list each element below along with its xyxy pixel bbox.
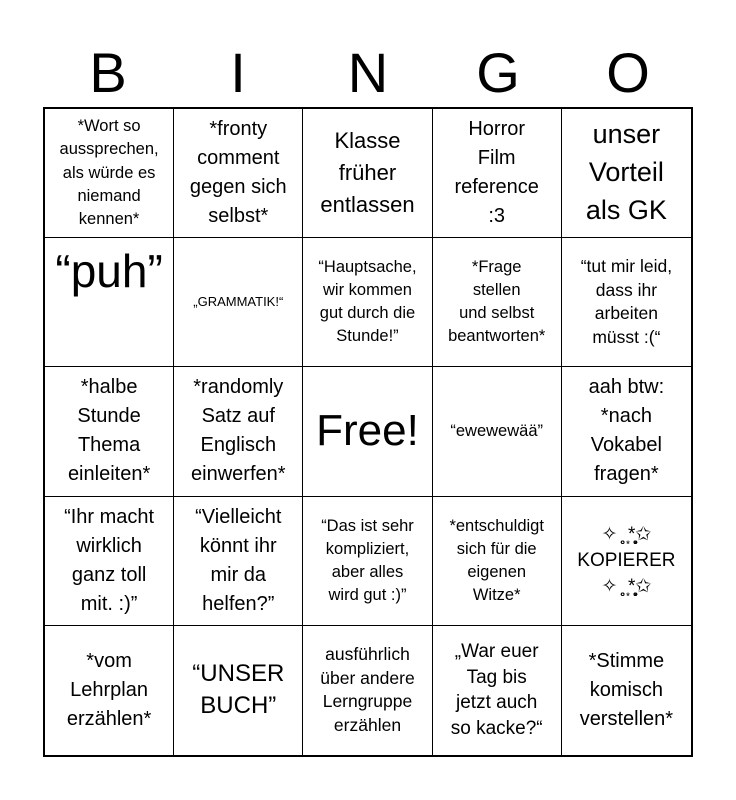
- bingo-cell[interactable]: [45, 497, 174, 626]
- bingo-cell[interactable]: [174, 367, 303, 496]
- bingo-cell[interactable]: [562, 626, 691, 755]
- cell-text: *Stimme komisch verstellen*: [579, 649, 674, 730]
- cell-text: Klasse früher entlassen: [320, 128, 415, 218]
- cell-text: “UNSER BUCH”: [192, 660, 285, 720]
- bingo-cell[interactable]: [433, 109, 562, 238]
- cell-text: *Frage stellen und selbst beantworten*: [448, 258, 546, 346]
- bingo-cell[interactable]: [562, 238, 691, 367]
- cell-text: Free!: [316, 406, 419, 456]
- cell-text: “Das ist sehr kompliziert, aber alles wird gut :)”: [321, 516, 414, 604]
- bingo-cell[interactable]: [174, 497, 303, 626]
- bingo-cell[interactable]: [45, 109, 174, 238]
- title-letter-g: G: [476, 41, 520, 104]
- cell-text: *randomly Satz auf Englisch einwerfen*: [191, 376, 286, 486]
- cell-text: ausführlich über andere Lerngruppe erzählen: [320, 644, 415, 736]
- title-letter-b: B: [89, 41, 127, 104]
- bingo-cell[interactable]: [45, 626, 174, 755]
- cell-text: aah btw: *nach Vokabel fragen*: [588, 376, 665, 486]
- bingo-cell[interactable]: [303, 238, 432, 367]
- bingo-cell[interactable]: [174, 626, 303, 755]
- title-letter-n: N: [347, 41, 389, 104]
- bingo-cell[interactable]: [562, 109, 691, 238]
- bingo-cell[interactable]: [433, 626, 562, 755]
- title-letter-i: I: [230, 41, 246, 104]
- cell-text: *halbe Stunde Thema einleiten*: [67, 376, 151, 486]
- free-space[interactable]: [303, 367, 432, 496]
- bingo-cell[interactable]: [303, 109, 432, 238]
- cell-text: *Wort so aussprechen, als würde es niemand kennen*: [59, 117, 159, 228]
- cell-text: “Ihr macht wirklich ganz toll mit. :)”: [64, 505, 155, 615]
- cell-text: *vom Lehrplan erzählen*: [66, 649, 152, 730]
- cell-text: *entschuldigt sich für die eigenen Witze*: [449, 516, 544, 604]
- bingo-cell[interactable]: [433, 497, 562, 626]
- cell-text: “tut mir leid, dass ihr arbeiten müsst :(“: [580, 256, 673, 347]
- bingo-cell[interactable]: [45, 367, 174, 496]
- bingo-cell[interactable]: [303, 626, 432, 755]
- cell-text: Horror Film reference :3: [454, 118, 539, 228]
- cell-text: “ewewewää”: [450, 421, 543, 440]
- bingo-cell[interactable]: [174, 238, 303, 367]
- cell-text: “Hauptsache, wir kommen gut durch die Stunde!”: [318, 258, 417, 346]
- cell-text: “puh”: [55, 245, 163, 298]
- cell-text: „GRAMMATIK!“: [193, 294, 284, 310]
- bingo-cell[interactable]: [562, 497, 691, 626]
- cell-text: unser Vorteil als GK: [585, 119, 667, 225]
- bingo-cell[interactable]: [303, 497, 432, 626]
- bingo-grid: [43, 107, 693, 757]
- cell-text: ✧ ̥̥̥ ͙*̥̥̥̥͙✩ KOPIERER ✧ ̥̥̥ ͙*̥̥̥̥͙✩: [577, 524, 676, 597]
- bingo-cell[interactable]: [433, 367, 562, 496]
- bingo-cell[interactable]: [433, 238, 562, 367]
- bingo-title: [43, 42, 693, 104]
- bingo-cell[interactable]: [562, 367, 691, 496]
- bingo-cell[interactable]: [174, 109, 303, 238]
- title-letter-o: O: [606, 41, 650, 104]
- bingo-cell[interactable]: [45, 238, 174, 367]
- cell-text: “Vielleicht könnt ihr mir da helfen?”: [195, 505, 282, 615]
- cell-text: „War euer Tag bis jetzt auch so kacke?“: [450, 641, 543, 740]
- cell-text: *fronty comment gegen sich selbst*: [189, 118, 287, 228]
